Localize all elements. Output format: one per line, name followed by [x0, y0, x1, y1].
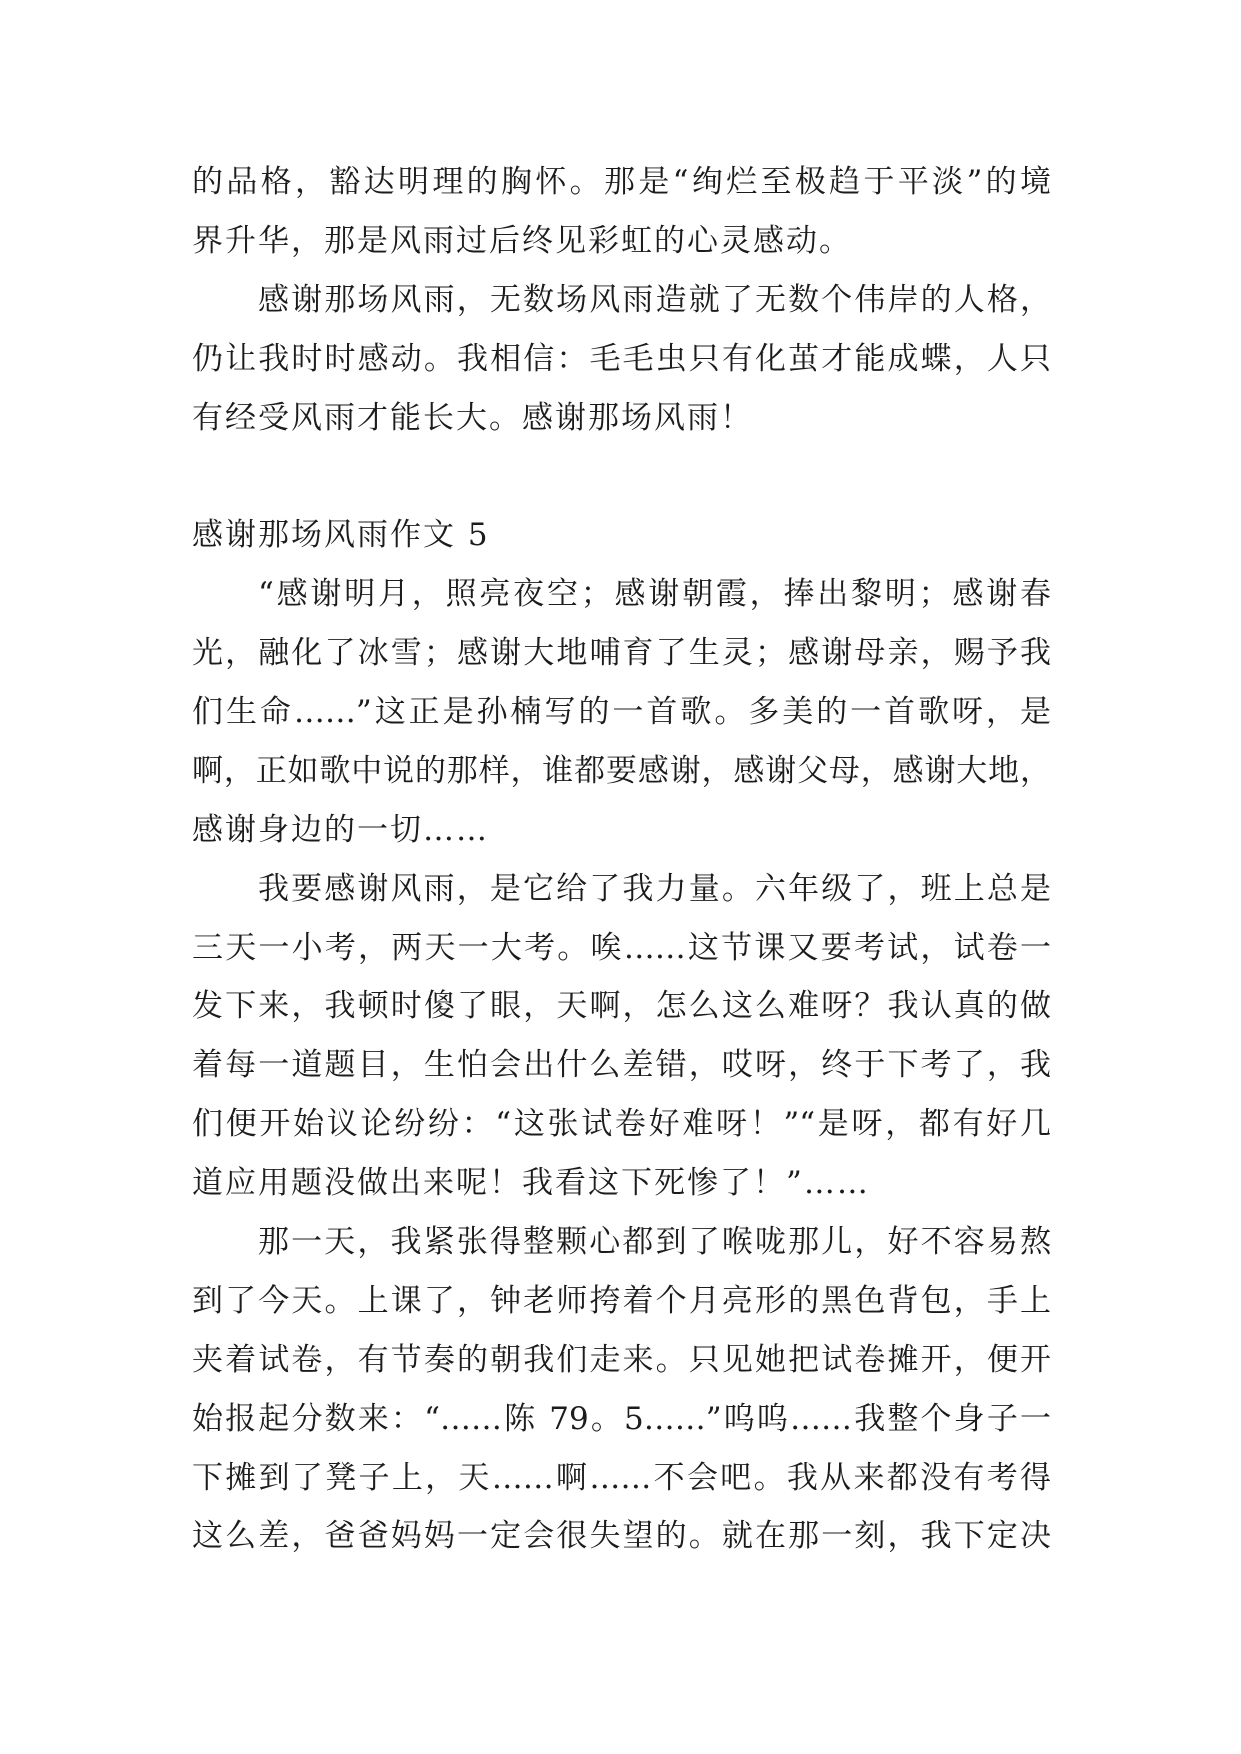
paragraph-continued — [192, 153, 1051, 271]
text-line: 着每一道题目，生怕会出什么差错，哎呀，终于下考了，我 — [192, 1047, 1051, 1084]
text-line: 道应用题没做出来呢！我看这下死惨了！”…… — [192, 1165, 870, 1202]
text-line: 仍让我时时感动。我相信：毛毛虫只有化茧才能成蝶，人只 — [192, 340, 1051, 377]
text-line: 有经受风雨才能长大。感谢那场风雨！ — [192, 399, 753, 436]
text-line: 这么差，爸爸妈妈一定会很失望的。就在那一刻，我下定决 — [192, 1518, 1051, 1555]
text-line: 们便开始议论纷纷：“这张试卷好难呀！”“是呀，都有好几 — [192, 1106, 1051, 1143]
text-line: 三天一小考，两天一大考。唉……这节课又要考试，试卷一 — [192, 929, 1051, 966]
text-line: “感谢明月，照亮夜空；感谢朝霞，捧出黎明；感谢春 — [258, 576, 1051, 613]
essay-title: 感谢那场风雨作文 5 — [192, 517, 490, 554]
text-line: 的品格，豁达明理的胸怀。那是“绚烂至极趋于平淡”的境 — [192, 164, 1051, 200]
text-line: 感谢身边的一切…… — [192, 811, 489, 848]
text-line: 始报起分数来：“……陈 79。5……”呜呜……我整个身子一 — [192, 1400, 1051, 1437]
text-line: 光，融化了冰雪；感谢大地哺育了生灵；感谢母亲，赐予我 — [192, 635, 1051, 672]
text-line: 发下来，我顿时傻了眼，天啊，怎么这么难呀？我认真的做 — [192, 988, 1051, 1025]
text-line: 感谢那场风雨，无数场风雨造就了无数个伟岸的人格， — [258, 281, 1051, 318]
paragraph-results — [192, 1213, 1051, 1566]
text-line: 到了今天。上课了，钟老师挎着个月亮形的黑色背包，手上 — [192, 1282, 1051, 1319]
paragraph-song — [192, 565, 1051, 859]
text-line: 夹着试卷，有节奏的朝我们走来。只见她把试卷摊开，便开 — [192, 1341, 1051, 1378]
text-line: 们生命……”这正是孙楠写的一首歌。多美的一首歌呀，是 — [192, 694, 1051, 731]
text-line: 下摊到了凳子上，天……啊……不会吧。我从来都没有考得 — [192, 1459, 1051, 1496]
paragraph-closing — [192, 271, 1051, 448]
text-line: 我要感谢风雨，是它给了我力量。六年级了，班上总是 — [258, 870, 1051, 907]
text-line: 那一天，我紧张得整颗心都到了喉咙那儿，好不容易熬 — [258, 1224, 1051, 1261]
text-line: 界升华，那是风雨过后终见彩虹的心灵感动。 — [192, 222, 852, 259]
document-body — [192, 153, 1051, 1566]
paragraph-exam — [192, 860, 1051, 1213]
text-line: 啊，正如歌中说的那样，谁都要感谢，感谢父母，感谢大地， — [192, 752, 1051, 789]
